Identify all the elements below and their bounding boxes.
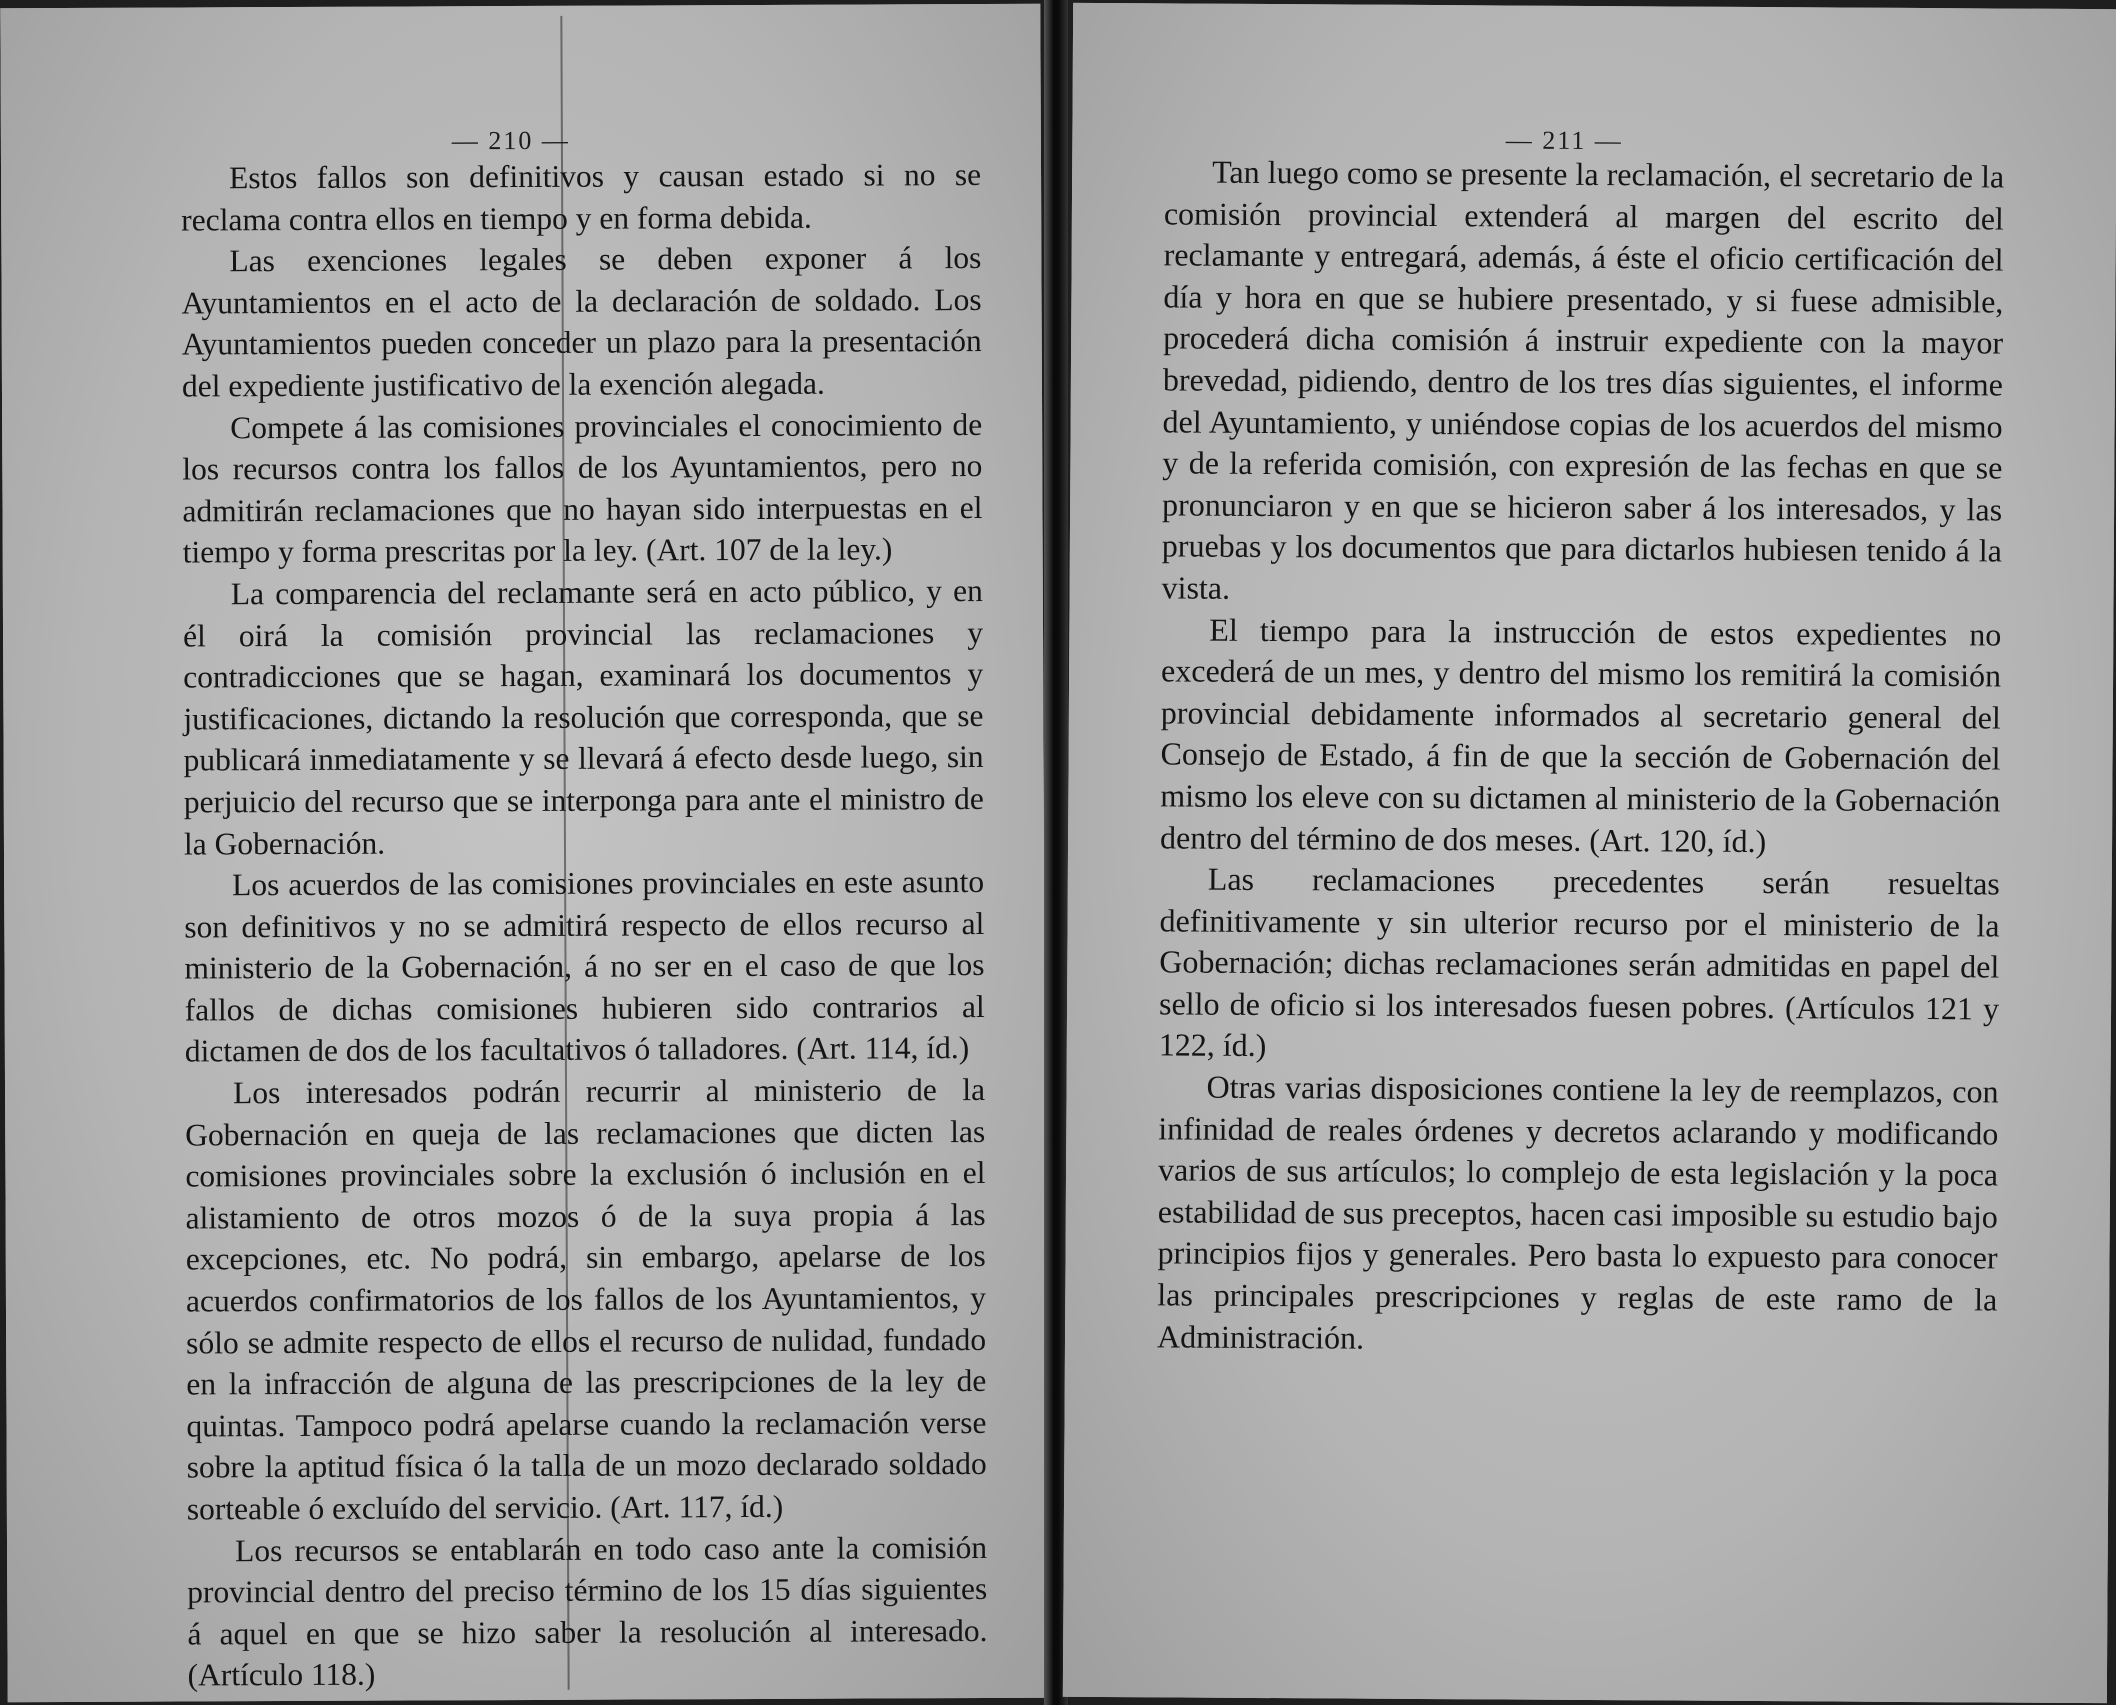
paragraph: Compete á las comisiones provinciales el conocimiento de los recursos contra los fallos de los Ayuntamientos, pero no admitirán reclamaciones que no hayan sido interpuestas en el tiempo y forma prescritas por la ley. (Art. 107 de la ley.) (182, 406, 983, 570)
page-number: — 210 — (451, 125, 570, 156)
page-number: — 211 — (1505, 125, 1623, 156)
paragraph: Las exenciones legales se deben exponer á los Ayuntamientos en el acto de la declaración de soldado. Los Ayuntamientos pueden conceder un plazo para la presentación del expediente justificativo de la exención alegada. (181, 240, 982, 404)
paragraph: Los interesados podrán recurrir al ministerio de la Gobernación en queja de las reclamaciones que dicten las comisiones provinciales sobre la exclusión ó inclusión en el alistamiento de otros mozos ó de la suya propia á las excepciones, etc. No podrá, sin embargo, apelarse de los acuerdos confirmatorios de los fallos de los Ayuntamientos, y sólo se admite respecto de ellos el recurso de nulidad, fundado en la infracción de alguna de las prescripciones de la ley de quintas. Tampoco podrá apelarse cuando la reclamación verse sobre la aptitud física ó la talla de un mozo declarado soldado sorteable ó excluído del servicio. (Art. 117, íd.) (185, 1072, 987, 1527)
paragraph: Otras varias disposiciones contiene la ley de reemplazos, con infinidad de reales órdenes y decretos aclarando y modificando varios de sus artículos; lo complejo de esta legislación y la poca estabilidad de sus preceptos, hacen casi imposible su estudio bajo principios fijos y generales. Pero basta lo expuesto para conocer las principales prescripciones y reglas de este ramo de la Administración. (1156, 1068, 1999, 1356)
right-page (1063, 3, 2116, 1703)
paragraph: Las reclamaciones precedentes serán resueltas definitivamente y sin ulterior recurso por el ministerio de la Gobernación; dichas reclamaciones serán admitidas en papel del sello de oficio si los interesados fuesen pobres. (Artículos 121 y 122, íd.) (1158, 860, 2000, 1064)
paragraph: Los acuerdos de las comisiones provinciales en este asunto son definitivos y no se admitirá respecto de ellos recurso al ministerio de la Gobernación, á no ser en el caso de que los fallos de dichas comisiones hubieren sido contrarios al dictamen de dos de los facultativos ó talladores. (Art. 114, íd.) (184, 864, 985, 1069)
page-body (1157, 151, 2004, 1362)
paragraph: La comparencia del reclamante será en acto público, y en él oirá la comisión provincial las reclamaciones y contradicciones que se hagan, examinará los documentos y justificaciones, dictando la resolución que corresponda, que se publicará inmediatamente y se llevará á efecto desde luego, sin perjuicio del recurso que se interponga para ante el ministro de la Gobernación. (182, 572, 984, 861)
left-page (0, 4, 1047, 1703)
paragraph: Los recursos se entablarán en todo caso ante la comisión provincial dentro del preciso término de los 15 días siguientes á aquel en que se hizo saber la resolución al interesado. (Artículo 118.) (187, 1529, 988, 1693)
page-body (181, 154, 988, 1696)
paragraph: Estos fallos son definitivos y causan estado si no se reclama contra ellos en tiempo y en forma debida. (181, 156, 982, 238)
paragraph: El tiempo para la instrucción de estos expedientes no excederá de un mes, y dentro del mismo los remitirá la comisión provincial debidamente informados al secretario general del Consejo de Estado, á fin de que la sección de Gobernación del mismo los eleve con su dictamen al ministerio de la Gobernación dentro del término de dos meses. (Art. 120, íd.) (1159, 611, 2002, 859)
paragraph: Tan luego como se presente la reclamación, el secretario de la comisión provincial extenderá al margen del escrito del reclamante y entregará, además, á éste el oficio certificación del día y hora en que se hubiere presentado, y si fuese admisible, procederá dicha comisión á instruir expediente con la mayor brevedad, pidiendo, dentro de los tres días siguientes, el informe del Ayuntamiento, y uniéndose copias de los acuerdos del mismo y de la referida comisión, con expresión de las fechas en que se pronunciaron y en que se hicieron saber á los interesados, y las pruebas y los documentos que para dictarlos hubiesen tenido á la vista. (1161, 153, 2005, 606)
